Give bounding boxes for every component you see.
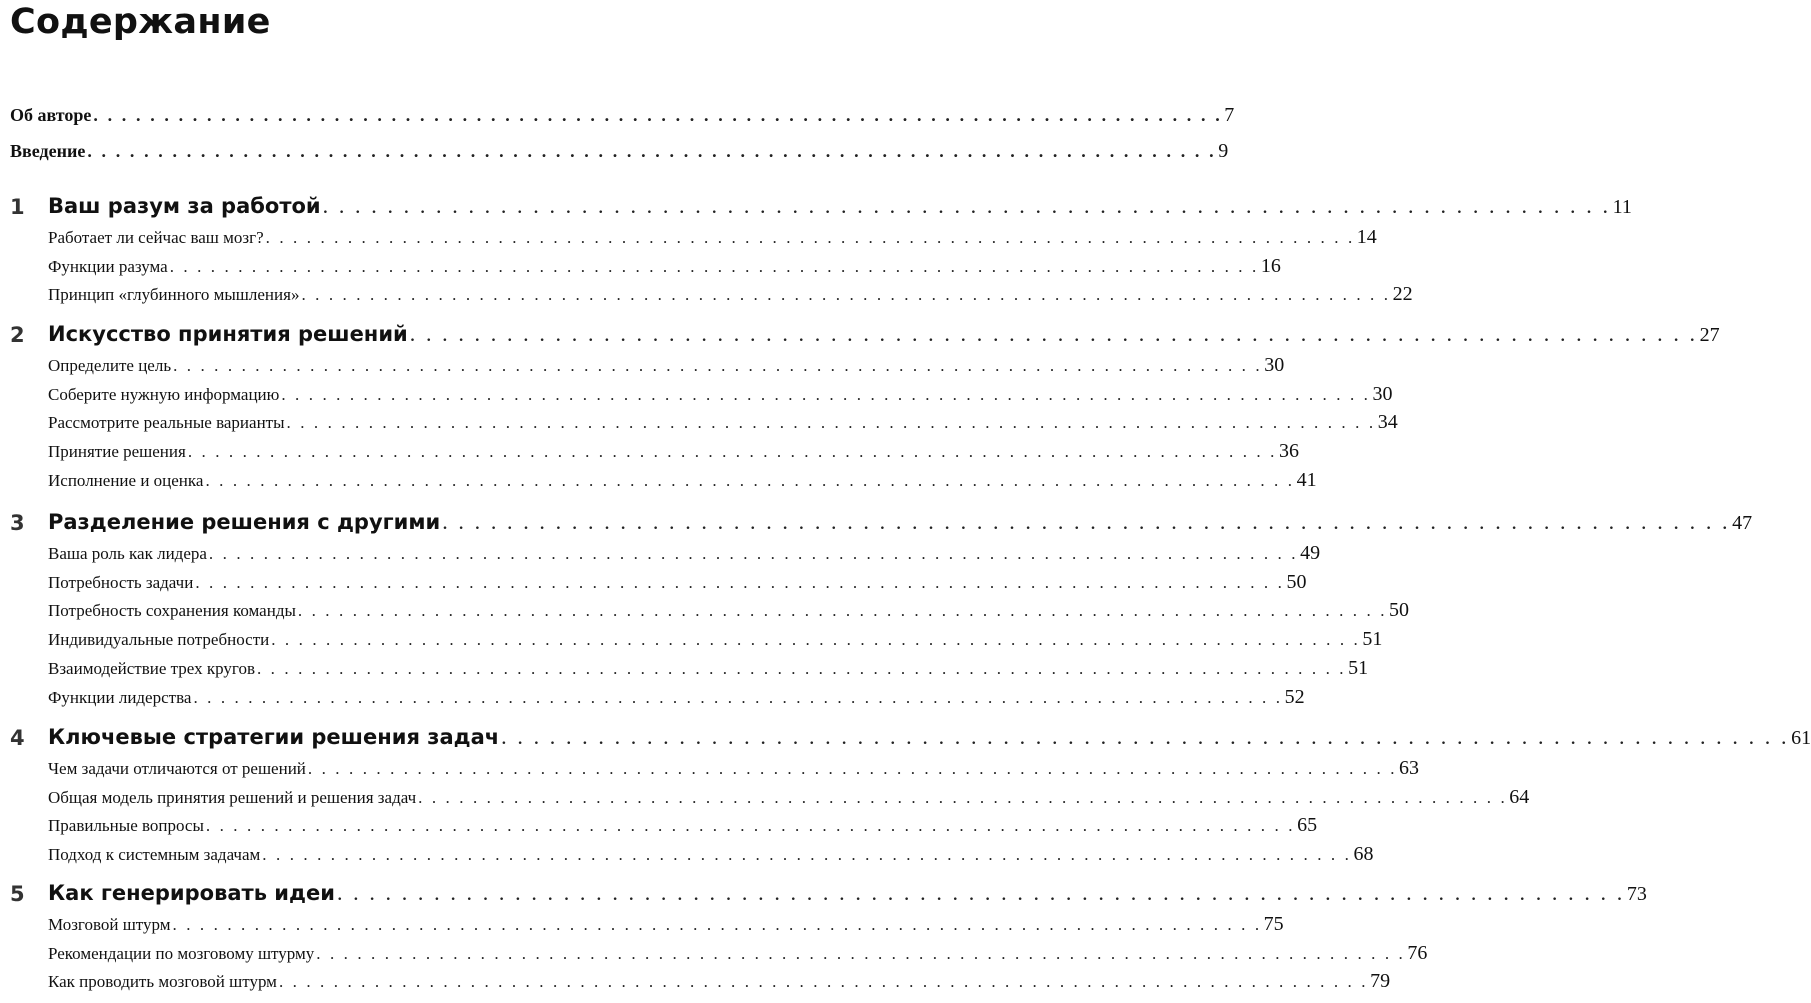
toc-entry-section-label: Общая модель принятия решений и решения задач bbox=[48, 787, 417, 807]
toc-entry-section-label: Работает ли сейчас ваш мозг? bbox=[48, 228, 264, 247]
toc-entry-section-label: Определите цель bbox=[48, 356, 172, 375]
toc-entry-section-page-number: 65 bbox=[1297, 814, 1318, 837]
toc-entry-section-page-number: 16 bbox=[1260, 254, 1281, 277]
toc-entry-chapter[interactable] bbox=[48, 509, 1753, 535]
toc-entry-section-page-number: 79 bbox=[1370, 970, 1391, 993]
toc-entry-chapter-page-number: 47 bbox=[1732, 512, 1753, 534]
toc-entry-section-label: Мозговой штурм bbox=[48, 915, 171, 934]
toc-entry-section-label: Функции лидерства bbox=[48, 687, 192, 707]
toc-entry-section[interactable] bbox=[48, 757, 1420, 780]
toc-entry-section[interactable] bbox=[48, 468, 1317, 492]
toc-entry-section-page-number: 36 bbox=[1278, 440, 1299, 463]
dot-leader: . . . . . . . . . . . . . . . . . . . . . . . . . . . . . . . . . . . . . . . . . . . . . . . . . . . . . . . . . . . . . . . . . . . . . . . . . . . . . . . . bbox=[205, 470, 1295, 490]
toc-entry-section[interactable] bbox=[48, 685, 1305, 709]
toc-entry-section[interactable] bbox=[48, 254, 1281, 278]
toc-entry-section-label: Как проводить мозговой штурм bbox=[48, 972, 277, 992]
toc-entry-section-page-number: 64 bbox=[1509, 785, 1530, 808]
toc-entry-section-page-number: 30 bbox=[1264, 354, 1285, 376]
toc-entry-section-page-number: 50 bbox=[1389, 599, 1410, 622]
dot-leader: . . . . . . . . . . . . . . . . . . . . . . . . . . . . . . . . . . . . . . . . . . . . . . . . . . . . . . . . . . . . . . . . . . . . . . . . . . . . . . . . bbox=[281, 384, 1371, 404]
toc-entry-section[interactable] bbox=[48, 542, 1321, 565]
dot-leader: . . . . . . . . . . . . . . . . . . . . . . . . . . . . . . . . . . . . . . . . . . . . . . . . . . . . . . . . . . . . . . . . . . . . . . . . . . . . . . . . bbox=[172, 915, 1262, 934]
toc-entry-section-page-number: 52 bbox=[1284, 685, 1305, 708]
toc-entry-section-label: Рекомендации по мозговому штурму bbox=[48, 943, 315, 963]
toc-entry-front[interactable] bbox=[10, 140, 1229, 163]
toc-entry-section-page-number: 41 bbox=[1296, 468, 1317, 491]
dot-leader: . . . . . . . . . . . . . . . . . . . . . . . . . . . . . . . . . . . . . . . . . . . . . . . . . . . . . . . . . . . . . . . . . . . . . . . . . . . . . . . . bbox=[409, 321, 1698, 346]
dot-leader: . . . . . . . . . . . . . . . . . . . . . . . . . . . . . . . . . . . . . . . . . . . . . . . . . . . . . . . . . . . . . . . . . . . . . . . . . . . . . . . . bbox=[501, 724, 1790, 749]
toc-entry-chapter-page-number: 61 bbox=[1791, 727, 1811, 749]
toc-entry-front[interactable] bbox=[10, 104, 1235, 127]
toc-entry-section-page-number: 22 bbox=[1392, 283, 1413, 306]
toc-entry-section[interactable] bbox=[48, 814, 1318, 837]
toc-entry-section-label: Индивидуальные потребности bbox=[48, 630, 270, 650]
dot-leader: . . . . . . . . . . . . . . . . . . . . . . . . . . . . . . . . . . . . . . . . . . . . . . . . . . . . . . . . . . . . . . . . . . . . . . . . . . . . . . . . bbox=[187, 442, 1277, 462]
toc-entry-chapter-label: Искусство принятия решений bbox=[48, 322, 408, 346]
dot-leader: . . . . . . . . . . . . . . . . . . . . . . . . . . . . . . . . . . . . . . . . . . . . . . . . . . . . . . . . . . . . . . . . . . . . . . . . . . . . . . . . bbox=[208, 544, 1299, 563]
toc-entry-section[interactable] bbox=[48, 599, 1410, 622]
toc-entry-front-page-number: 9 bbox=[1218, 140, 1229, 162]
dot-leader: . . . . . . . . . . . . . . . . . . . . . . . . . . . . . . . . . . . . . . . . . . . . . . . . . . . . . . . . . . . . . . . . . . . . . . . . . . . . . . . . bbox=[262, 845, 1352, 865]
toc-entry-section-label: Соберите нужную информацию bbox=[48, 384, 280, 404]
toc-entry-section-label: Потребность сохранения команды bbox=[48, 601, 296, 621]
toc-entry-chapter[interactable] bbox=[48, 321, 1720, 347]
toc-entry-section-label: Функции разума bbox=[48, 256, 168, 276]
toc-entry-chapter[interactable] bbox=[48, 193, 1632, 219]
toc-entry-chapter-label: Как генерировать идеи bbox=[48, 881, 335, 905]
dot-leader: . . . . . . . . . . . . . . . . . . . . . . . . . . . . . . . . . . . . . . . . . . . . . . . . . . . . . . . . . . . . . . . . . . . . . . . . . . . . . . . . bbox=[87, 141, 1217, 161]
toc-entry-chapter-label: Ваш разум за работой bbox=[48, 194, 321, 218]
toc-entry-front-label: Об авторе bbox=[10, 105, 92, 125]
toc-entry-chapter-page-number: 73 bbox=[1626, 883, 1647, 905]
dot-leader: . . . . . . . . . . . . . . . . . . . . . . . . . . . . . . . . . . . . . . . . . . . . . . . . . . . . . . . . . . . . . . . . . . . . . . . . . . . . . . . . bbox=[271, 630, 1361, 650]
dot-leader: . . . . . . . . . . . . . . . . . . . . . . . . . . . . . . . . . . . . . . . . . . . . . . . . . . . . . . . . . . . . . . . . . . . . . . . . . . . . . . . . bbox=[205, 816, 1296, 836]
toc-entry-section-label: Исполнение и оценка bbox=[48, 470, 204, 490]
toc-entry-section-page-number: 34 bbox=[1377, 411, 1398, 434]
toc-entry-section[interactable] bbox=[48, 843, 1374, 866]
dot-leader: . . . . . . . . . . . . . . . . . . . . . . . . . . . . . . . . . . . . . . . . . . . . . . . . . . . . . . . . . . . . . . . . . . . . . . . . . . . . . . . . bbox=[418, 787, 1508, 807]
toc-entry-section[interactable] bbox=[48, 628, 1383, 651]
toc-entry-chapter[interactable] bbox=[48, 724, 1811, 750]
dot-leader: . . . . . . . . . . . . . . . . . . . . . . . . . . . . . . . . . . . . . . . . . . . . . . . . . . . . . . . . . . . . . . . . . . . . . . . . . . . . . . . . bbox=[169, 256, 1259, 276]
chapter-number: 4 bbox=[10, 726, 25, 750]
toc-entry-section-label: Рассмотрите реальные варианты bbox=[48, 413, 285, 433]
toc-entry-section[interactable] bbox=[48, 570, 1307, 594]
dot-leader: . . . . . . . . . . . . . . . . . . . . . . . . . . . . . . . . . . . . . . . . . . . . . . . . . . . . . . . . . . . . . . . . . . . . . . . . . . . . . . . . bbox=[301, 285, 1391, 305]
dot-leader: . . . . . . . . . . . . . . . . . . . . . . . . . . . . . . . . . . . . . . . . . . . . . . . . . . . . . . . . . . . . . . . . . . . . . . . . . . . . . . . . bbox=[297, 601, 1388, 621]
dot-leader: . . . . . . . . . . . . . . . . . . . . . . . . . . . . . . . . . . . . . . . . . . . . . . . . . . . . . . . . . . . . . . . . . . . . . . . . . . . . . . . . bbox=[173, 356, 1263, 375]
toc-entry-section-page-number: 51 bbox=[1348, 656, 1369, 679]
toc-entry-section-page-number: 30 bbox=[1372, 382, 1393, 405]
toc-entry-section[interactable] bbox=[48, 283, 1413, 306]
dot-leader: . . . . . . . . . . . . . . . . . . . . . . . . . . . . . . . . . . . . . . . . . . . . . . . . . . . . . . . . . . . . . . . . . . . . . . . . . . . . . . . . bbox=[307, 759, 1398, 778]
dot-leader: . . . . . . . . . . . . . . . . . . . . . . . . . . . . . . . . . . . . . . . . . . . . . . . . . . . . . . . . . . . . . . . . . . . . . . . . . . . . . . . . bbox=[265, 228, 1355, 247]
toc-entry-chapter-label: Разделение решения с другими bbox=[48, 510, 441, 534]
chapter-number: 2 bbox=[10, 323, 25, 347]
dot-leader: . . . . . . . . . . . . . . . . . . . . . . . . . . . . . . . . . . . . . . . . . . . . . . . . . . . . . . . . . . . . . . . . . . . . . . . . . . . . . . . . bbox=[195, 572, 1285, 592]
toc-entry-section[interactable] bbox=[48, 970, 1391, 993]
dot-leader: . . . . . . . . . . . . . . . . . . . . . . . . . . . . . . . . . . . . . . . . . . . . . . . . . . . . . . . . . . . . . . . . . . . . . . . . . . . . . . . . bbox=[193, 687, 1283, 707]
toc-entry-section[interactable] bbox=[48, 941, 1428, 965]
toc-entry-section-page-number: 63 bbox=[1399, 757, 1420, 779]
toc-entry-section-label: Правильные вопросы bbox=[48, 816, 204, 836]
toc-entry-section-page-number: 75 bbox=[1263, 913, 1284, 935]
toc-entry-section[interactable] bbox=[48, 785, 1530, 809]
chapter-number: 3 bbox=[10, 511, 25, 535]
toc-entry-section[interactable] bbox=[48, 913, 1284, 936]
toc-entry-chapter[interactable] bbox=[48, 880, 1647, 906]
dot-leader: . . . . . . . . . . . . . . . . . . . . . . . . . . . . . . . . . . . . . . . . . . . . . . . . . . . . . . . . . . . . . . . . . . . . . . . . . . . . . . . . bbox=[336, 880, 1625, 905]
dot-leader: . . . . . . . . . . . . . . . . . . . . . . . . . . . . . . . . . . . . . . . . . . . . . . . . . . . . . . . . . . . . . . . . . . . . . . . . . . . . . . . . bbox=[442, 509, 1731, 534]
toc-entry-section[interactable] bbox=[48, 226, 1377, 249]
dot-leader: . . . . . . . . . . . . . . . . . . . . . . . . . . . . . . . . . . . . . . . . . . . . . . . . . . . . . . . . . . . . . . . . . . . . . . . . . . . . . . . . bbox=[93, 105, 1223, 125]
page-title: Содержание bbox=[10, 2, 271, 42]
dot-leader: . . . . . . . . . . . . . . . . . . . . . . . . . . . . . . . . . . . . . . . . . . . . . . . . . . . . . . . . . . . . . . . . . . . . . . . . . . . . . . . . bbox=[286, 413, 1376, 433]
toc-entry-section[interactable] bbox=[48, 656, 1369, 680]
toc-entry-section-label: Принятие решения bbox=[48, 442, 186, 462]
dot-leader: . . . . . . . . . . . . . . . . . . . . . . . . . . . . . . . . . . . . . . . . . . . . . . . . . . . . . . . . . . . . . . . . . . . . . . . . . . . . . . . . bbox=[322, 193, 1611, 218]
toc-entry-section-label: Ваша роль как лидера bbox=[48, 544, 207, 563]
toc-entry-front-label: Введение bbox=[10, 141, 86, 161]
dot-leader: . . . . . . . . . . . . . . . . . . . . . . . . . . . . . . . . . . . . . . . . . . . . . . . . . . . . . . . . . . . . . . . . . . . . . . . . . . . . . . . . bbox=[316, 943, 1406, 963]
toc-entry-chapter-page-number: 11 bbox=[1612, 196, 1632, 218]
toc-entry-front-page-number: 7 bbox=[1224, 104, 1235, 126]
toc-entry-section-page-number: 14 bbox=[1356, 226, 1377, 248]
toc-entry-section[interactable] bbox=[48, 411, 1398, 434]
chapter-number: 5 bbox=[10, 882, 25, 906]
toc-entry-section-page-number: 50 bbox=[1286, 570, 1307, 593]
toc-entry-chapter-page-number: 27 bbox=[1699, 324, 1720, 346]
dot-leader: . . . . . . . . . . . . . . . . . . . . . . . . . . . . . . . . . . . . . . . . . . . . . . . . . . . . . . . . . . . . . . . . . . . . . . . . . . . . . . . . bbox=[256, 658, 1347, 678]
toc-entry-chapter-label: Ключевые стратегии решения задач bbox=[48, 725, 500, 749]
toc-entry-section-label: Взаимодействие трех кругов bbox=[48, 658, 255, 678]
toc-entry-section-label: Потребность задачи bbox=[48, 572, 194, 592]
toc-entry-section-label: Подход к системным задачам bbox=[48, 845, 261, 865]
toc-entry-section-label: Принцип «глубинного мышления» bbox=[48, 285, 300, 305]
toc-entry-section[interactable] bbox=[48, 440, 1299, 463]
toc-entry-section-page-number: 51 bbox=[1362, 628, 1383, 651]
toc-entry-section-page-number: 49 bbox=[1300, 542, 1321, 564]
toc-entry-section-page-number: 76 bbox=[1407, 941, 1428, 964]
chapter-number: 1 bbox=[10, 195, 25, 219]
dot-leader: . . . . . . . . . . . . . . . . . . . . . . . . . . . . . . . . . . . . . . . . . . . . . . . . . . . . . . . . . . . . . . . . . . . . . . . . . . . . . . . . bbox=[278, 972, 1369, 992]
toc-entry-section[interactable] bbox=[48, 354, 1285, 377]
toc-entry-section[interactable] bbox=[48, 382, 1393, 406]
toc-entry-section-label: Чем задачи отличаются от решений bbox=[48, 759, 306, 778]
toc-entry-section-page-number: 68 bbox=[1353, 843, 1374, 866]
